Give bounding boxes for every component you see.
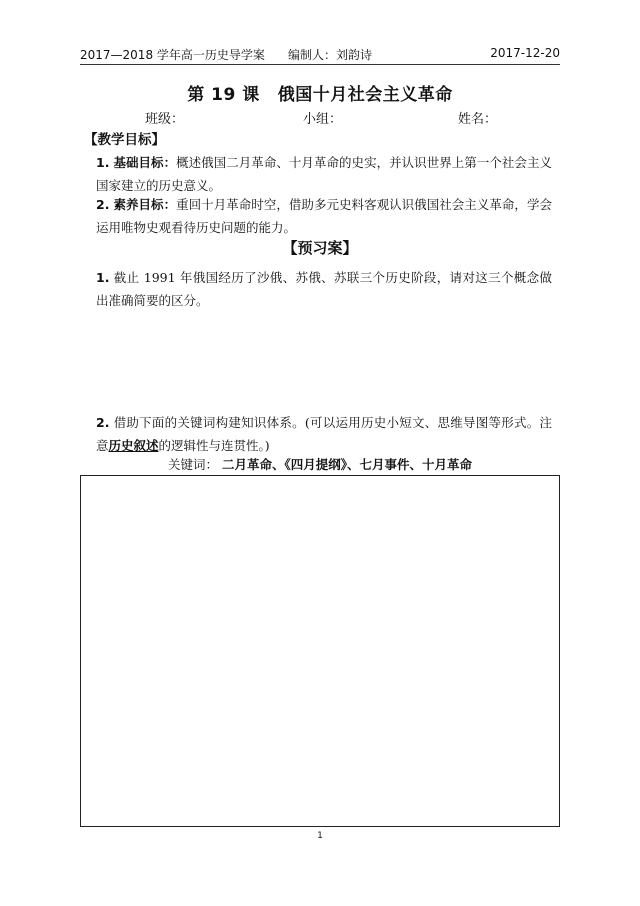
question-number: 1. xyxy=(96,270,110,285)
lesson-name: 俄国十月社会主义革命 xyxy=(277,85,453,105)
answer-box[interactable] xyxy=(80,475,560,827)
goal-number: 1. xyxy=(96,155,110,170)
goal-text: 概述俄国二月革命、十月革命的史实，并认识世界上第一个社会主义国家建立的历史意义。 xyxy=(96,155,552,193)
question-text: 借助下面的关键词构建知识体系。(可以运用历史小短文、思维导图等形式。注意 xyxy=(96,415,552,453)
keywords-value: 二月革命、《四月提纲》、七月事件、十月革命 xyxy=(221,457,472,472)
goal-text: 重回十月革命时空，借助多元史料客观认识俄国社会主义革命，学会运用唯物史观看待历史问题的能力。 xyxy=(96,197,552,235)
page-title xyxy=(0,80,640,105)
keywords-label: 关键词： xyxy=(167,457,218,472)
lesson-number: 第 19 课 xyxy=(187,85,260,105)
student-info-fields xyxy=(0,108,640,126)
group-field-label: 小组： xyxy=(303,112,343,127)
goal-item-literacy xyxy=(96,193,552,239)
class-field-label: 班级： xyxy=(145,112,185,127)
teaching-goals-heading: 【教学目标】 xyxy=(84,132,165,148)
question-text-end: 的逻辑性与连贯性。) xyxy=(158,438,270,453)
goal-label: 素养目标： xyxy=(113,197,177,212)
page-header xyxy=(80,44,560,65)
goal-item-basic xyxy=(96,151,552,197)
header-course-title: 2017—2018 学年高一历史导学案 xyxy=(80,48,265,62)
page-number: 1 xyxy=(317,831,323,841)
question-2 xyxy=(96,411,552,457)
goal-number: 2. xyxy=(96,197,110,212)
question-emphasis: 历史叙述 xyxy=(108,438,159,453)
goal-label: 基础目标： xyxy=(113,155,177,170)
name-field-label: 姓名： xyxy=(458,112,498,127)
question-1 xyxy=(96,266,552,312)
header-author: 编制人：刘韵诗 xyxy=(288,48,373,62)
keywords-line xyxy=(0,455,640,473)
preview-heading: 【预习案】 xyxy=(282,239,358,257)
question-number: 2. xyxy=(96,415,110,430)
question-text: 截止 1991 年俄国经历了沙俄、苏俄、苏联三个历史阶段，请对这三个概念做出准确简要的区分。 xyxy=(96,270,552,308)
header-date: 2017-12-20 xyxy=(490,46,560,60)
